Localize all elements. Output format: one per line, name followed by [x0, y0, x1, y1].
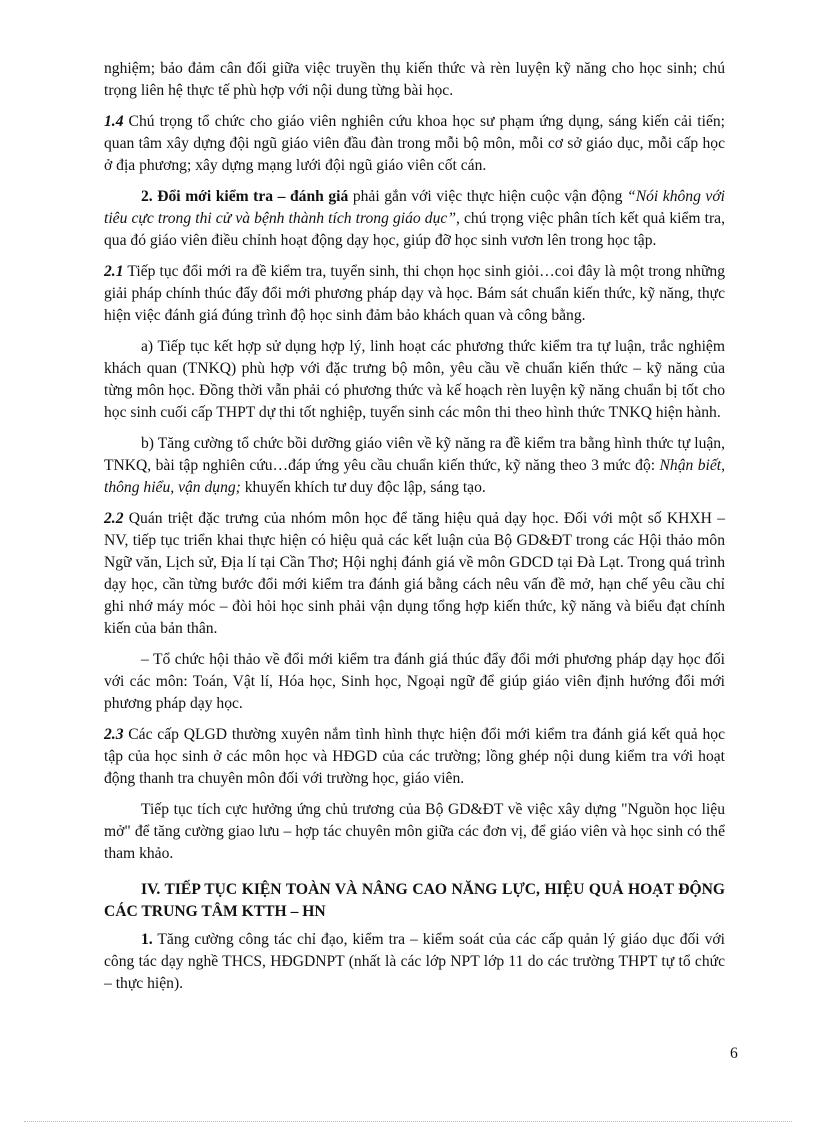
paragraph-item-a: a) Tiếp tục kết hợp sử dụng hợp lý, linh hoạt các phương thức kiểm tra tự luận, trắc nghiệm khách quan (TNKQ) phù hợp với đặc trưng bộ môn, yêu cầu về chuẩn kiến thức – kỹ năng của từng môn học. Đồng thời vẫn phải có phương thức và kế hoạch rèn luyện kỹ năng chuẩn bị tốt cho học sinh cuối cấp THPT dự thi tốt nghiệp, tuyển sinh các môn thi theo hình thức TNKQ hiện hành.: [104, 338, 725, 421]
item-number-1: 1.: [141, 931, 153, 948]
paragraph-2-3: 2.3 Các cấp QLGD thường xuyên nắm tình hình thực hiện đổi mới kiểm tra đánh giá kết quả học tập của học sinh ở các môn học và HĐGD của các trường; lồng ghép nội dung kiểm tra với hoạt động thanh tra chuyên môn đối với trường học, giáo viên.: [104, 726, 725, 787]
section-label-2-2: 2.2: [104, 510, 124, 527]
page-bottom-divider: [24, 1121, 792, 1122]
paragraph-1-4: 1.4 Chú trọng tổ chức cho giáo viên nghiên cứu khoa học sư phạm ứng dụng, sáng kiến cải tiến; quan tâm xây dựng đội ngũ giáo viên đầu đàn trong mỗi bộ môn, mỗi cơ sở giáo dục, mỗi cấp học ở địa phương; xây dựng mạng lưới đội ngũ giáo viên cốt cán.: [104, 113, 725, 174]
page-number: 6: [730, 1045, 738, 1062]
section-label-2-3: 2.3: [104, 726, 124, 743]
section-label-1-4: 1.4: [104, 113, 124, 130]
paragraph-2-2: 2.2 Quán triệt đặc trưng của nhóm môn học để tăng hiệu quả dạy học. Đối với một số KHXH – NV, tiếp tục triển khai thực hiện có hiệu quả các kết luận của Bộ GD&ĐT trong các Hội thảo môn Ngữ văn, Lịch sử, Địa lí tại Cần Thơ; Hội nghị đánh giá về môn GDCD tại Đà Lạt. Trong quá trình dạy học, cần từng bước đổi mới kiểm tra đánh giá bằng cách nêu vấn đề mở, hạn chế yêu cầu chỉ ghi nhớ máy móc – đòi hỏi học sinh phải vận dụng tổng hợp kiến thức, kỹ năng và biểu đạt chính kiến của bản thân.: [104, 510, 725, 637]
levels-italic: Nhận biết, thông hiểu, vận dụng;: [104, 457, 725, 496]
paragraph-open-resources: Tiếp tục tích cực hưởng ứng chủ trương của Bộ GD&ĐT về việc xây dựng "Nguồn học liệu mở" để tăng cường giao lưu – hợp tác chuyên môn giữa các đơn vị, để giáo viên và học sinh có thể tham khảo.: [104, 801, 725, 862]
paragraph-item-b: b) Tăng cường tổ chức bồi dưỡng giáo viên về kỹ năng ra đề kiểm tra bằng hình thức tự luận, TNKQ, bài tập nghiên cứu…đáp ứng yêu cầu chuẩn kiến thức, kỹ năng theo 3 mức độ: Nhận biết, thông hiểu, vận dụng; khuyến khích tư duy độc lập, sáng tạo.: [104, 435, 725, 496]
paragraph-2-1: 2.1 Tiếp tục đổi mới ra đề kiểm tra, tuyển sinh, thi chọn học sinh giỏi…coi đây là một trong những giải pháp chính thúc đẩy đổi mới phương pháp dạy và học. Bám sát chuẩn kiến thức, kỹ năng, thực hiện việc đánh giá đúng trình độ học sinh đảm bảo khách quan và công bằng.: [104, 263, 725, 324]
paragraph-iv-1: 1. Tăng cường công tác chỉ đạo, kiểm tra – kiểm soát của các cấp quản lý giáo dục đối với công tác dạy nghề THCS, HĐGDNPT (nhất là các lớp NPT lớp 11 do các trường THPT tự tổ chức – thực hiện).: [104, 931, 725, 992]
document-body: [104, 58, 725, 1004]
section-iv-heading: IV. TIẾP TỤC KIỆN TOÀN VÀ NÂNG CAO NĂNG LỰC, HIỆU QUẢ HOẠT ĐỘNG CÁC TRUNG TÂM KTTH – HN: [104, 881, 725, 920]
paragraph-continuation: nghiệm; bảo đảm cân đối giữa việc truyền thụ kiến thức và rèn luyện kỹ năng cho học sinh; chú trọng liên hệ thực tế phù hợp với nội dung từng bài học.: [104, 60, 725, 99]
section-2-heading: 2. Đổi mới kiểm tra – đánh giá: [141, 188, 349, 205]
paragraph-dash-item: – Tổ chức hội thảo về đổi mới kiểm tra đánh giá thúc đẩy đổi mới phương pháp dạy học đối với các môn: Toán, Vật lí, Hóa học, Sinh học, Ngoại ngữ để giúp giáo viên định hướng đổi mới phương pháp dạy học.: [104, 651, 725, 712]
campaign-quote: “Nói không với tiêu cực trong thi cử và bệnh thành tích trong giáo dục”: [104, 188, 726, 227]
section-label-2-1: 2.1: [104, 263, 124, 280]
paragraph-section-2: 2. Đổi mới kiểm tra – đánh giá phải gắn với việc thực hiện cuộc vận động “Nói không với tiêu cực trong thi cử và bệnh thành tích trong giáo dục”, chú trọng việc phân tích kết quả kiểm tra, qua đó giáo viên điều chỉnh hoạt động dạy học, giúp đỡ học sinh vươn lên trong học tập.: [104, 188, 726, 249]
